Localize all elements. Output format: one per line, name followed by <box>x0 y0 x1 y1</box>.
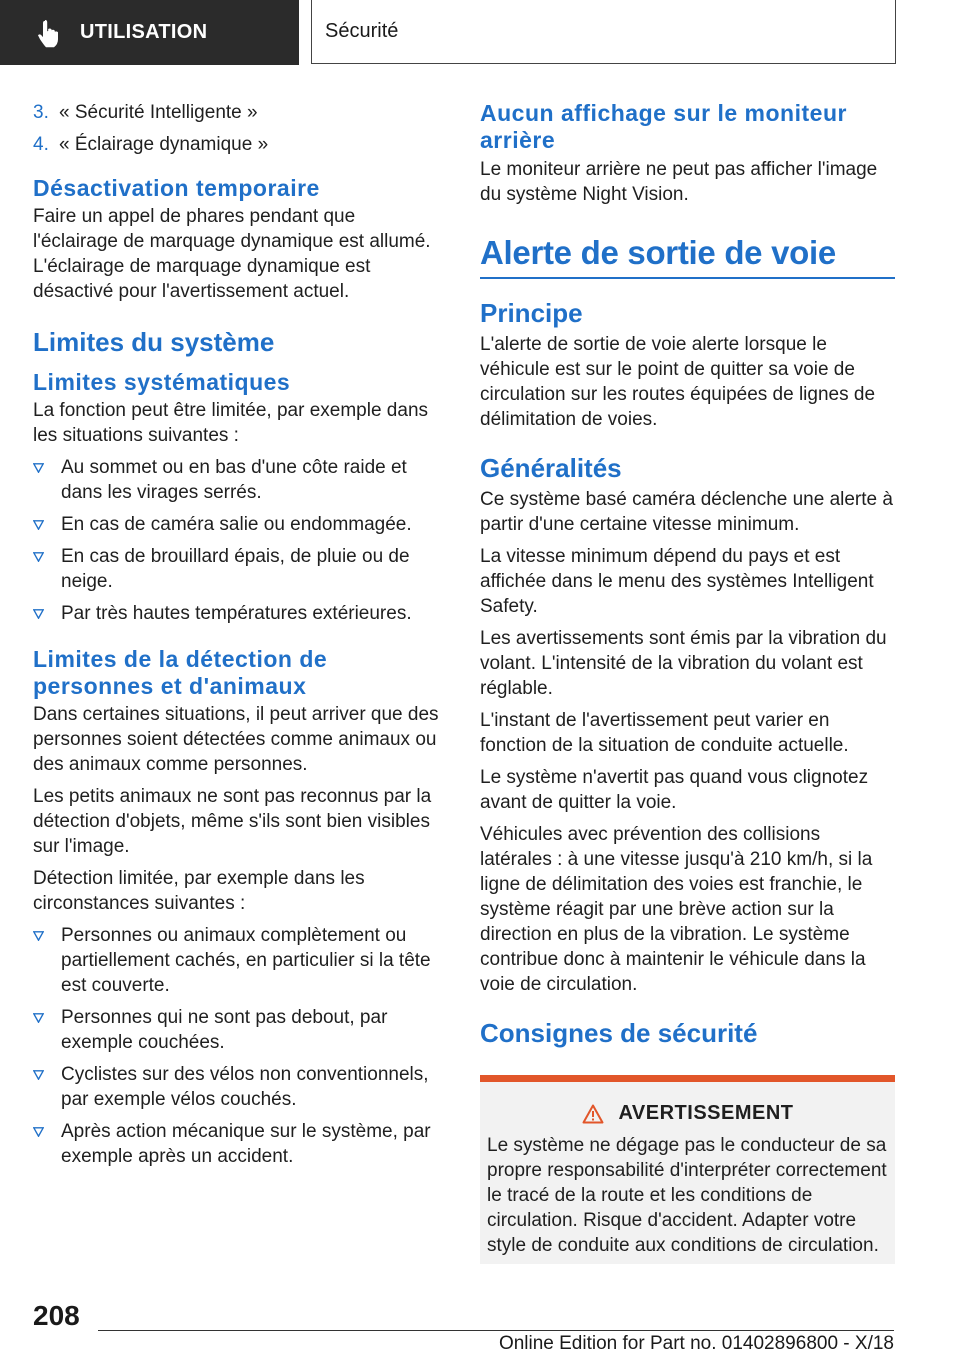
subsection-tab[interactable] <box>311 0 896 64</box>
heading-no-display: Aucun affichage sur le moniteur arrière <box>480 100 847 153</box>
triangle-bullet-icon <box>33 931 44 941</box>
triangle-bullet-icon <box>33 520 44 530</box>
paragraph: Les avertissements sont émis par la vibration du volant. L'intensité de la vibration du volant est réglable. <box>480 628 887 699</box>
item-number: 4. <box>33 134 49 155</box>
paragraph: Faire un appel de phares pendant que l'éclairage de marquage dynamique est allumé. L'éclairage de marquage dynamique est désactivé pour l'avertissement actuel. <box>33 206 431 302</box>
heading-general: Généralités <box>480 453 622 483</box>
section-title: UTILISATION <box>80 21 208 43</box>
list-item <box>33 544 445 594</box>
heading-system-limits: Limites du système <box>33 327 275 357</box>
paragraph: Le système n'avertit pas quand vous clignotez avant de quitter la voie. <box>480 767 869 813</box>
warning-title: AVERTISSEMENT <box>618 1102 794 1124</box>
section-tab[interactable] <box>0 0 299 65</box>
item-text: « Éclairage dynamique » <box>59 134 269 155</box>
paragraph: La fonction peut être limitée, par exemple dans les situations suivantes : <box>33 400 429 446</box>
list-item <box>33 512 445 537</box>
paragraph: La vitesse minimum dépend du pays et est affichée dans le menu des systèmes Intelligent Safety. <box>480 546 874 617</box>
list-item-text: En cas de caméra salie ou endommagée. <box>61 514 412 535</box>
hand-pointer-icon <box>36 18 64 48</box>
paragraph: L'instant de l'avertissement peut varier en fonction de la situation de conduite actuelle. <box>480 710 849 756</box>
warning-text: Le système ne dégage pas le conducteur de sa propre responsabilité d'interpréter correctement le tracé de la route et les conditions de circulation. Risque d'accident. Adapter votre style de conduite aux conditions de circulation. <box>487 1135 887 1256</box>
list-item-text: Personnes ou animaux complètement ou partiellement cachés, en particulier si la tête est couverte. <box>61 925 431 996</box>
list-item-text: Au sommet ou en bas d'une côte raide et dans les virages serrés. <box>61 457 407 503</box>
warning-triangle-icon <box>582 1104 604 1124</box>
right-column <box>480 100 895 1264</box>
paragraph: Détection limitée, par exemple dans les circonstances suivantes : <box>33 868 365 914</box>
paragraph: Véhicules avec prévention des collisions latérales : à une vitesse jusqu'à 210 km/h, si la ligne de délimitation des voies est franchie, le système réagit par une brève action sur la direction en plus de la vibration. Le système contribue donc à maintenir le véhicule dans la voie de circulation. <box>480 824 873 995</box>
list-item-text: Après action mécanique sur le système, par exemple après un accident. <box>61 1121 431 1167</box>
heading-systematic-limits: Limites systématiques <box>33 369 291 395</box>
footer-divider <box>98 1330 894 1331</box>
paragraph: Dans certaines situations, il peut arriver que des personnes soient détectées comme animaux ou des animaux comme personnes. <box>33 704 439 775</box>
triangle-bullet-icon <box>33 1070 44 1080</box>
numbered-item <box>33 100 445 125</box>
heading-detection-limits: Limites de la détection de personnes et d'animaux <box>33 646 328 699</box>
warning-header <box>487 1102 889 1125</box>
paragraph: Les petits animaux ne sont pas reconnus par la détection d'objets, même s'ils sont bien visibles sur l'image. <box>33 786 432 857</box>
list-item-text: Par très hautes températures extérieures. <box>61 603 412 624</box>
triangle-bullet-icon <box>33 609 44 619</box>
list-item <box>33 923 445 998</box>
edition-text: Online Edition for Part no. 01402896800 - X/18 <box>498 1333 894 1354</box>
heading-rule <box>480 233 895 279</box>
subsection-title: Sécurité <box>325 20 399 42</box>
triangle-bullet-icon <box>33 1127 44 1137</box>
heading-temporary-deactivation: Désactivation temporaire <box>33 175 320 201</box>
paragraph: Ce système basé caméra déclenche une alerte à partir d'une certaine vitesse minimum. <box>480 489 893 535</box>
item-text: « Sécurité Intelligente » <box>59 102 258 123</box>
heading-principle: Principe <box>480 298 583 328</box>
list-item <box>33 1062 445 1112</box>
numbered-item <box>33 132 445 157</box>
triangle-bullet-icon <box>33 463 44 473</box>
paragraph: L'alerte de sortie de voie alerte lorsque le véhicule est sur le point de quitter sa voie de circulation sur les routes équipées de lignes de délimitation de voies. <box>480 334 876 430</box>
list-item-text: Cyclistes sur des vélos non conventionnels, par exemple vélos couchés. <box>61 1064 429 1110</box>
list-item <box>33 601 445 626</box>
list-item <box>33 455 445 505</box>
item-number: 3. <box>33 102 49 123</box>
list-item <box>33 1005 445 1055</box>
triangle-bullet-icon <box>33 552 44 562</box>
page-number: 208 <box>33 1300 80 1331</box>
list-item-text: En cas de brouillard épais, de pluie ou de neige. <box>61 546 410 592</box>
warning-box <box>480 1075 895 1264</box>
left-column <box>33 100 445 1176</box>
paragraph: Le moniteur arrière ne peut pas afficher l'image du système Night Vision. <box>480 159 878 205</box>
list-item <box>33 1119 445 1169</box>
triangle-bullet-icon <box>33 1013 44 1023</box>
list-item-text: Personnes qui ne sont pas debout, par exemple couchées. <box>61 1007 388 1053</box>
heading-safety-notes: Consignes de sécurité <box>480 1018 758 1048</box>
heading-lane-departure: Alerte de sortie de voie <box>480 234 836 271</box>
